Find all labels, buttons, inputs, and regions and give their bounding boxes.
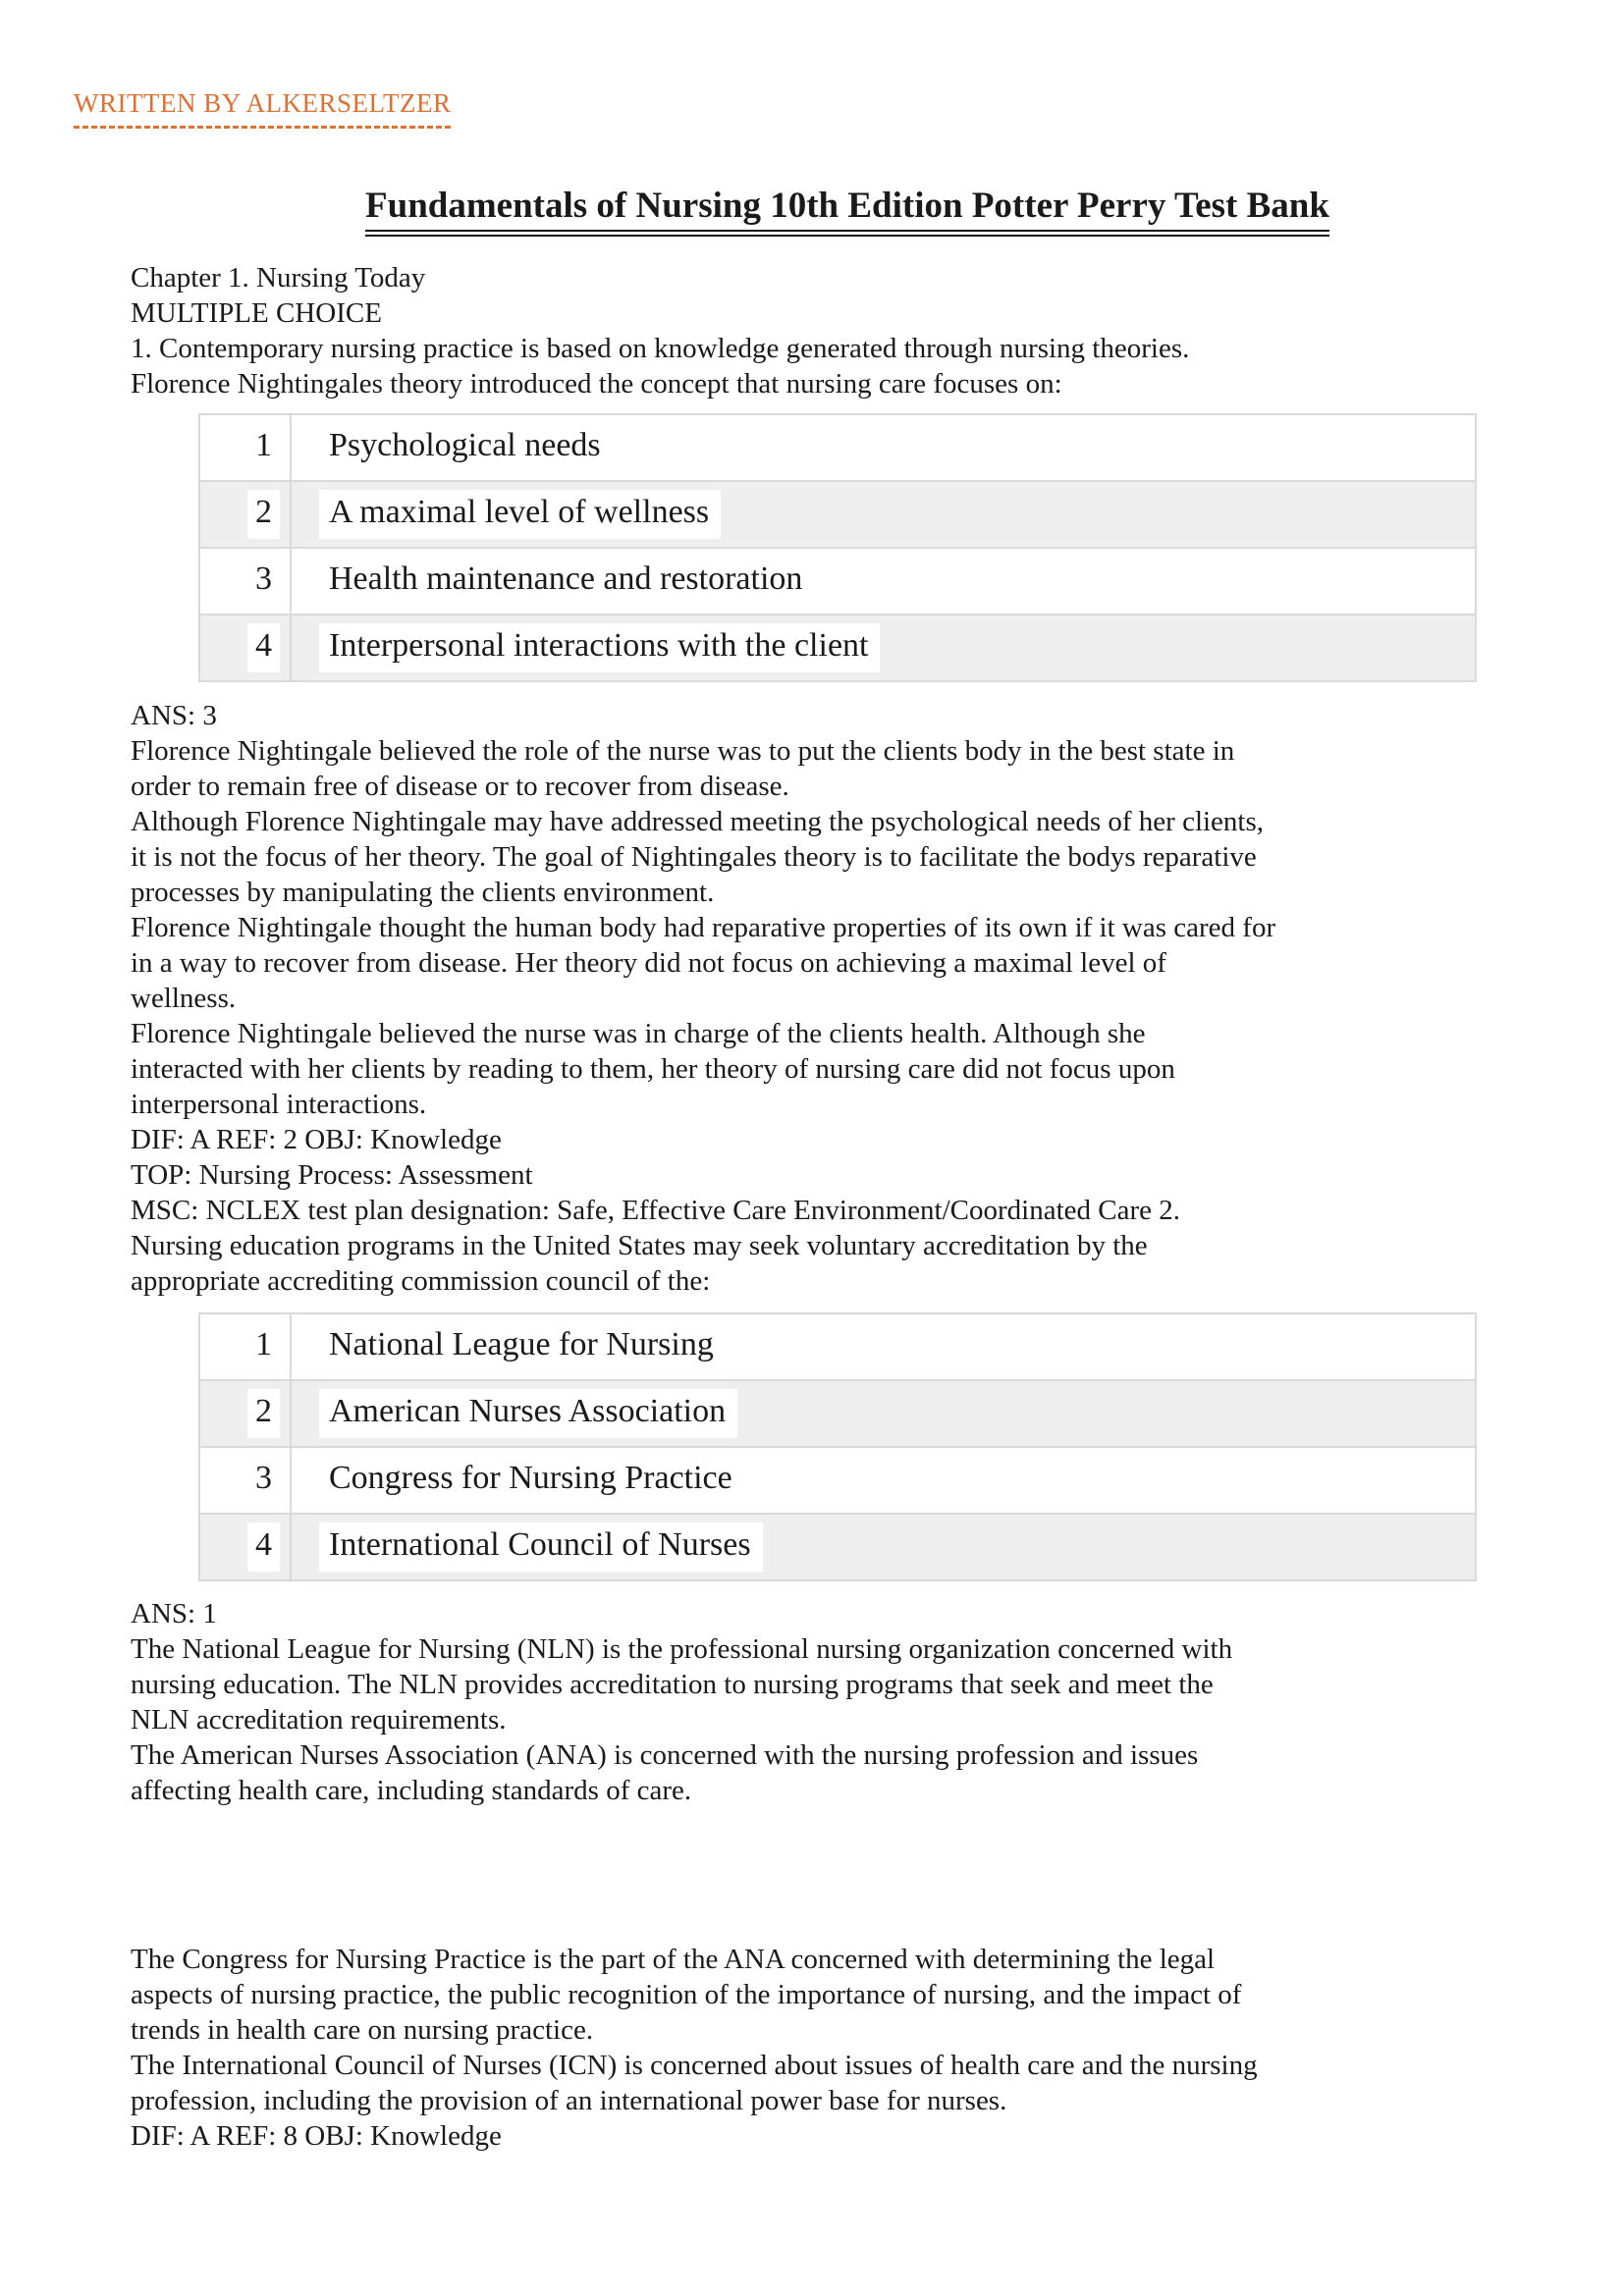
text-line: MSC: NCLEX test plan designation: Safe, Effective Care Environment/Coordinated Care 2. — [131, 1195, 1181, 1226]
option-text: American Nurses Association — [319, 1389, 737, 1438]
option-number-cell — [200, 1515, 292, 1579]
text-line: DIF: A REF: 2 OBJ: Knowledge — [131, 1124, 502, 1155]
option-number-cell — [200, 549, 292, 614]
final-rationale-block — [131, 1942, 1258, 2154]
option-number-cell — [200, 1381, 292, 1446]
option-number: 1 — [247, 423, 280, 472]
question1-options-table — [198, 413, 1477, 682]
watermark-link[interactable]: WRITTEN BY ALKERSELTZER — [74, 88, 451, 129]
text-line: NLN accreditation requirements. — [131, 1704, 507, 1735]
answer1-rationale-block — [131, 698, 1275, 1299]
text-line: TOP: Nursing Process: Assessment — [131, 1159, 533, 1191]
question1-intro-block — [131, 260, 1189, 401]
option-row — [200, 415, 1475, 482]
text-line: Nursing education programs in the United States may seek voluntary accreditation by the — [131, 1230, 1148, 1261]
option-text-cell — [292, 482, 1475, 547]
text-line: in a way to recover from disease. Her theory did not focus on achieving a maximal level of — [131, 947, 1166, 979]
option-text-cell — [292, 1515, 1475, 1579]
option-row — [200, 1448, 1475, 1515]
option-number: 4 — [247, 1522, 280, 1572]
text-line: order to remain free of disease or to recover from disease. — [131, 771, 789, 802]
text-line: ANS: 1 — [131, 1598, 217, 1629]
option-number-cell — [200, 1314, 292, 1379]
option-text-cell — [292, 615, 1475, 680]
option-text: National League for Nursing — [319, 1322, 726, 1371]
text-line: Chapter 1. Nursing Today — [131, 262, 426, 294]
text-line: trends in health care on nursing practice. — [131, 2014, 594, 2046]
text-line: The Congress for Nursing Practice is the part of the ANA concerned with determining the legal — [131, 1944, 1216, 1975]
option-text-cell — [292, 549, 1475, 614]
text-line: interpersonal interactions. — [131, 1089, 427, 1120]
option-row — [200, 1314, 1475, 1381]
text-line: The International Council of Nurses (ICN) is concerned about issues of health care and the nursing — [131, 2050, 1258, 2081]
text-line: interacted with her clients by reading to them, her theory of nursing care did not focus upon — [131, 1053, 1175, 1085]
text-line: aspects of nursing practice, the public recognition of the importance of nursing, and the impact of — [131, 1979, 1242, 2010]
option-number-cell — [200, 1448, 292, 1513]
text-line: ANS: 3 — [131, 700, 217, 731]
option-text: Psychological needs — [319, 423, 613, 472]
option-row — [200, 615, 1475, 682]
option-text: Interpersonal interactions with the client — [319, 623, 880, 672]
option-text: Health maintenance and restoration — [319, 557, 814, 606]
text-line: 1. Contemporary nursing practice is based on knowledge generated through nursing theories. — [131, 333, 1190, 364]
option-number: 2 — [247, 490, 280, 539]
option-row — [200, 482, 1475, 549]
option-text-cell — [292, 1381, 1475, 1446]
text-line: Florence Nightingale believed the nurse was in charge of the clients health. Although she — [131, 1018, 1146, 1049]
page-title: Fundamentals of Nursing 10th Edition Potter Perry Test Bank — [365, 185, 1329, 237]
option-row — [200, 1381, 1475, 1448]
answer2-rationale-block — [131, 1596, 1232, 1808]
text-line: appropriate accrediting commission council of the: — [131, 1265, 711, 1297]
option-number: 3 — [247, 557, 280, 606]
option-text: A maximal level of wellness — [319, 490, 721, 539]
option-text-cell — [292, 1314, 1475, 1379]
option-text-cell — [292, 1448, 1475, 1513]
text-line: MULTIPLE CHOICE — [131, 297, 382, 329]
option-number-cell — [200, 482, 292, 547]
text-line: Florence Nightingale thought the human body had reparative properties of its own if it was cared for — [131, 912, 1276, 943]
option-text: International Council of Nurses — [319, 1522, 763, 1572]
text-line: wellness. — [131, 983, 237, 1014]
text-line: profession, including the provision of an international power base for nurses. — [131, 2085, 1007, 2116]
text-line: Although Florence Nightingale may have addressed meeting the psychological needs of her clients, — [131, 806, 1265, 837]
text-line: DIF: A REF: 8 OBJ: Knowledge — [131, 2120, 502, 2152]
title-row — [131, 185, 1564, 237]
text-line: Florence Nightingale believed the role of the nurse was to put the clients body in the best state in — [131, 735, 1235, 767]
option-number: 3 — [247, 1456, 280, 1505]
text-line: The American Nurses Association (ANA) is concerned with the nursing profession and issues — [131, 1739, 1199, 1771]
text-line: Florence Nightingales theory introduced the concept that nursing care focuses on: — [131, 368, 1062, 400]
option-number: 1 — [247, 1322, 280, 1371]
option-text: Congress for Nursing Practice — [319, 1456, 744, 1505]
option-number: 2 — [247, 1389, 280, 1438]
option-number: 4 — [247, 623, 280, 672]
option-text-cell — [292, 415, 1475, 480]
text-line: The National League for Nursing (NLN) is the professional nursing organization concerned with — [131, 1633, 1233, 1665]
text-line: it is not the focus of her theory. The goal of Nightingales theory is to facilitate the bodys reparative — [131, 841, 1257, 873]
text-line: affecting health care, including standards of care. — [131, 1775, 692, 1806]
question2-options-table — [198, 1312, 1477, 1581]
text-line: nursing education. The NLN provides accreditation to nursing programs that seek and meet the — [131, 1669, 1214, 1700]
option-number-cell — [200, 415, 292, 480]
text-line: processes by manipulating the clients environment. — [131, 877, 715, 908]
option-row — [200, 1515, 1475, 1581]
option-row — [200, 549, 1475, 615]
option-number-cell — [200, 615, 292, 680]
